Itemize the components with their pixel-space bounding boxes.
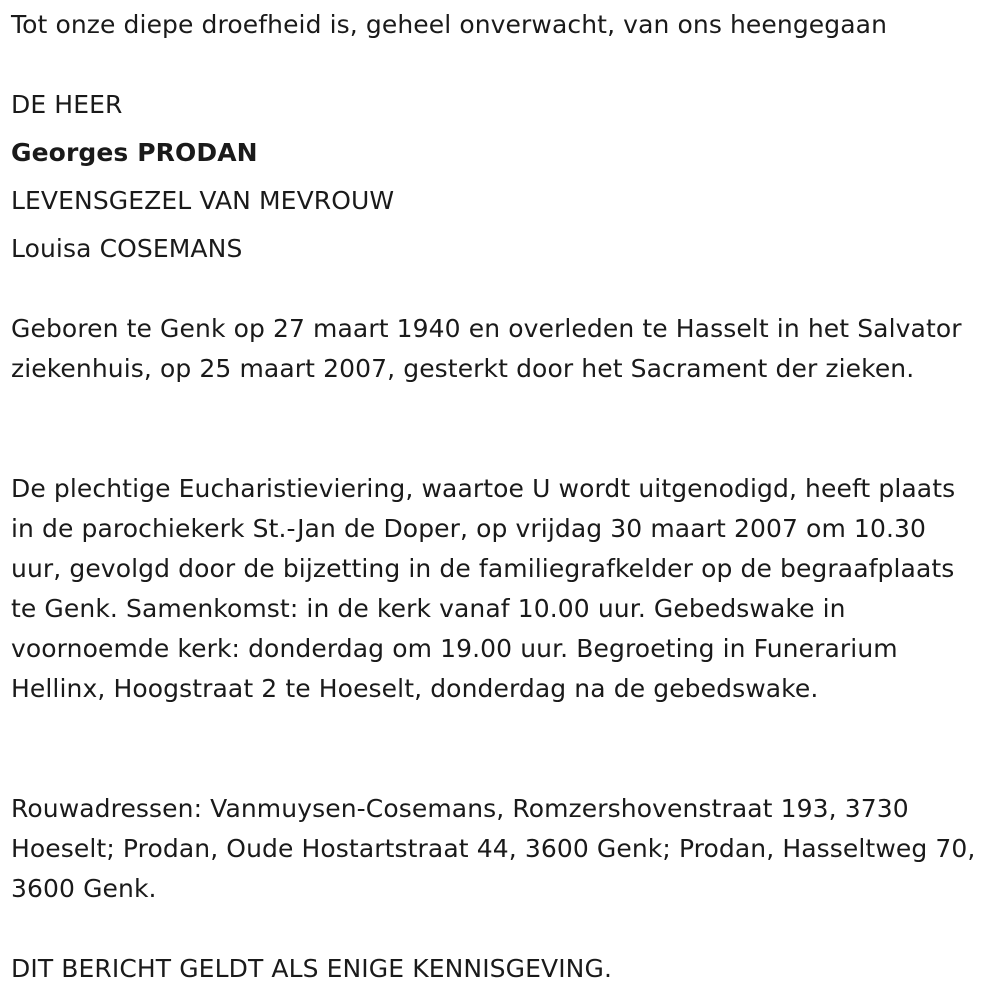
addresses-paragraph: Rouwadressen: Vanmuysen-Cosemans, Romzershovenstraat 193, 3730 Hoeselt; Prodan, Oude Hostartstraat 44, 3600 Genk; Prodan, Hasseltweg 70, 3600 Genk. <box>11 794 976 903</box>
intro-text: Tot onze diepe droefheid is, geheel onverwacht, van ons heengegaan <box>11 10 888 39</box>
honorific: DE HEER <box>11 90 123 119</box>
ceremony-paragraph: De plechtige Eucharistieviering, waartoe U wordt uitgenodigd, heeft plaats in de parochiekerk St.-Jan de Doper, op vrijdag 30 maart 2007 om 10.30 uur, gevolgd door de bijzetting in de familiegrafkelder op de begraafplaats te Genk. Samenkomst: in de kerk vanaf 10.00 uur. Gebedswake in voornoemde kerk: donderdag om 19.00 uur. Begroeting in Funerarium Hellinx, Hoogstraat 2 te Hoeselt, donderdag na de gebedswake. <box>11 474 956 703</box>
birth-death-paragraph: Geboren te Genk op 27 maart 1940 en overleden te Hasselt in het Salvator ziekenhuis, op 25 maart 2007, gesterkt door het Sacrament der zieken. <box>11 314 962 383</box>
relation-text: LEVENSGEZEL VAN MEVROUW <box>11 186 395 215</box>
partner-name: Louisa COSEMANS <box>11 234 243 263</box>
notice-text: DIT BERICHT GELDT ALS ENIGE KENNISGEVING. <box>11 954 612 983</box>
deceased-name: Georges PRODAN <box>11 138 258 167</box>
